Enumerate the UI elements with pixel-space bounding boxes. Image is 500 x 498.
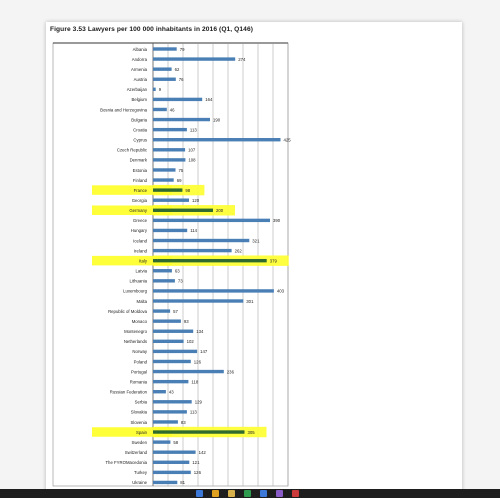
category-label: Estonia: [132, 167, 147, 173]
category-label: Andorra: [131, 56, 147, 62]
category-label: Italy: [139, 258, 147, 264]
bar-ireland: [153, 249, 232, 252]
chart-title: Figure 3.53 Lawyers per 100 000 inhabitants in 2016 (Q1, Q146): [50, 26, 254, 33]
category-label: Serbia: [134, 399, 147, 405]
bar-azerbaijan: [153, 88, 156, 91]
value-label: 9: [158, 87, 162, 93]
bar-cyprus: [153, 138, 281, 141]
bar-germany: [153, 209, 213, 212]
category-label: Georgia: [131, 198, 147, 203]
bar-monaco: [153, 319, 181, 322]
category-label: Ukraine: [132, 480, 147, 486]
category-label: Albania: [132, 46, 147, 52]
category-label: Norway: [132, 349, 147, 355]
bar-hungary: [153, 229, 187, 232]
chat-icon[interactable]: [276, 490, 283, 497]
bar-sweden: [153, 440, 170, 443]
bar-norway: [153, 350, 197, 353]
bar-portugal: [153, 370, 224, 373]
bar-ukraine: [153, 481, 177, 484]
category-label: Greece: [132, 218, 147, 224]
value-label: 301: [246, 298, 254, 304]
value-label: 108: [188, 157, 196, 163]
value-label: 142: [198, 450, 206, 455]
bar-luxembourg: [153, 289, 274, 292]
category-label: Denmark: [129, 157, 147, 163]
category-label: Malta: [136, 298, 147, 304]
value-label: 93: [183, 318, 189, 324]
value-label: 164: [205, 97, 213, 103]
bar-czech-republic: [153, 148, 185, 151]
bar-armenia: [153, 67, 172, 70]
value-label: 58: [173, 439, 179, 445]
bar-denmark: [153, 158, 185, 161]
category-label: The FYROMacedonia: [105, 460, 147, 466]
value-label: 379: [269, 258, 277, 264]
bar-slovakia: [153, 410, 187, 413]
app-icon[interactable]: [244, 490, 251, 497]
category-label: Portugal: [130, 369, 147, 375]
value-label: 73: [177, 278, 183, 284]
category-label: Lithuania: [129, 278, 147, 284]
category-label: France: [133, 187, 147, 193]
value-label: 43: [168, 389, 174, 395]
bar-iceland: [153, 239, 249, 242]
category-label: Bosnia and Herzegovina: [100, 107, 147, 113]
bar-croatia: [153, 128, 187, 131]
category-label: Armenia: [130, 66, 147, 72]
category-label: Iceland: [133, 238, 147, 244]
value-label: 129: [194, 399, 202, 405]
category-label: Netherlands: [123, 339, 147, 345]
bar-poland: [153, 360, 191, 363]
value-label: 126: [193, 470, 201, 476]
category-label: Ireland: [133, 248, 147, 254]
category-label: Bulgaria: [131, 117, 147, 123]
category-label: Turkey: [134, 470, 147, 476]
bar-austria: [153, 78, 176, 81]
bar-italy: [153, 259, 267, 262]
category-label: Spain: [136, 429, 147, 435]
category-label: Romania: [129, 379, 147, 385]
bar-finland: [153, 178, 174, 181]
bar-malta: [153, 299, 243, 302]
bar-russian-federation: [153, 390, 166, 393]
value-label: 113: [189, 127, 197, 133]
category-label: Slovenia: [130, 419, 147, 425]
value-label: 262: [234, 248, 242, 254]
value-label: 57: [173, 308, 178, 314]
value-label: 102: [186, 339, 194, 345]
value-label: 321: [252, 238, 260, 244]
value-label: 121: [192, 460, 200, 466]
bar-estonia: [153, 168, 176, 171]
bar-netherlands: [153, 340, 184, 343]
category-label: Belgium: [131, 97, 147, 103]
value-label: 79: [179, 46, 185, 52]
start-icon[interactable]: [196, 490, 203, 497]
bar-andorra: [153, 57, 235, 60]
value-label: 305: [247, 429, 255, 435]
bar-lithuania: [153, 279, 175, 282]
bar-republic-of-moldova: [153, 309, 170, 312]
bar-slovenia: [153, 420, 178, 423]
value-label: 236: [226, 369, 234, 375]
bar-spain: [153, 430, 245, 433]
value-label: 147: [200, 349, 208, 355]
value-label: 200: [216, 208, 224, 214]
bar-latvia: [153, 269, 172, 272]
value-label: 425: [283, 137, 291, 143]
value-label: 83: [180, 419, 186, 425]
bar-france: [153, 188, 182, 191]
value-label: 46: [169, 107, 175, 113]
value-label: 274: [238, 56, 246, 62]
value-label: 107: [188, 147, 196, 153]
media-icon[interactable]: [292, 490, 299, 497]
value-label: 75: [178, 167, 184, 173]
bar-albania: [153, 47, 177, 50]
value-label: 62: [174, 66, 180, 72]
bar-serbia: [153, 400, 192, 403]
category-label: Croatia: [133, 127, 147, 133]
category-label: Austria: [133, 77, 147, 83]
category-label: Switzerland: [124, 450, 147, 455]
value-label: 126: [193, 359, 201, 365]
value-label: 114: [190, 228, 198, 234]
value-label: 69: [176, 177, 182, 183]
category-label: Hungary: [130, 228, 147, 234]
bar-turkey: [153, 471, 191, 474]
value-label: 403: [276, 288, 285, 294]
browser-icon[interactable]: [212, 490, 219, 497]
category-label: Monaco: [131, 318, 147, 324]
category-label: Azerbaijan: [126, 87, 147, 93]
bar-the-fyromacedonia: [153, 461, 189, 464]
value-label: 113: [189, 409, 197, 415]
mail-icon[interactable]: [260, 490, 267, 497]
category-label: Montenegro: [124, 329, 147, 335]
category-label: Germany: [129, 208, 147, 214]
value-label: 120: [192, 198, 200, 203]
bar-switzerland: [153, 451, 196, 454]
category-label: Finland: [132, 177, 147, 183]
category-label: Sweden: [131, 439, 147, 445]
bar-bosnia-and-herzegovina: [153, 108, 167, 111]
category-label: Czech Republic: [116, 147, 147, 153]
category-label: Cyprus: [133, 137, 147, 143]
category-label: Latvia: [135, 268, 147, 274]
value-label: 63: [174, 268, 180, 274]
bar-belgium: [153, 98, 202, 101]
bar-georgia: [153, 199, 189, 202]
bar-romania: [153, 380, 188, 383]
category-label: Poland: [133, 359, 147, 365]
value-label: 98: [185, 187, 191, 193]
taskbar: [0, 489, 500, 498]
value-label: 134: [196, 329, 204, 335]
value-label: 81: [180, 480, 186, 486]
category-label: Republic of Moldova: [108, 308, 147, 314]
folder-icon[interactable]: [228, 490, 235, 497]
value-label: 190: [213, 117, 221, 123]
bar-greece: [153, 219, 270, 222]
category-label: Russian Federation: [109, 389, 147, 395]
value-label: 76: [178, 77, 184, 83]
bar-bulgaria: [153, 118, 210, 121]
bar-montenegro: [153, 330, 193, 333]
category-label: Luxembourg: [123, 288, 147, 294]
value-label: 390: [273, 218, 281, 224]
category-label: Slovakia: [130, 409, 147, 415]
value-label: 118: [191, 379, 199, 385]
